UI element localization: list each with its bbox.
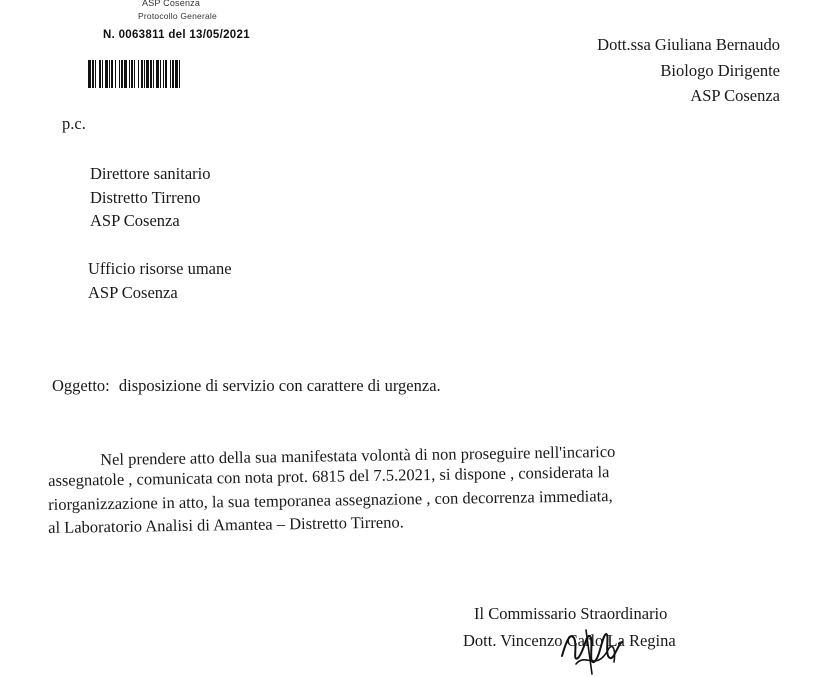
recipient-2-line-1: Ufficio risorse umane <box>88 259 232 278</box>
stamp-protocol-number: N. 0063811 del 13/05/2021 <box>103 29 250 41</box>
sender-name: Dott.ssa Giuliana Bernaudo <box>597 35 780 54</box>
subject-label: Oggetto: <box>52 376 110 395</box>
barcode-gap <box>180 60 182 88</box>
stamp-org: ASP Cosenza <box>142 0 201 8</box>
recipient-2-line-2: ASP Cosenza <box>88 283 178 302</box>
stamp-register: Protocollo Generale <box>138 11 217 21</box>
cc-label: p.c. <box>62 114 86 133</box>
sender-role: Biologo Dirigente <box>660 61 780 80</box>
body-line-2: assegnatole , comunicata con nota prot. 6815 del 7.5.2021, si dispone , considerata la <box>48 462 610 490</box>
handwritten-signature-icon <box>556 612 636 676</box>
signature-title: Il Commissario Straordinario <box>474 604 668 623</box>
recipient-1-line-2: Distretto Tirreno <box>90 188 201 207</box>
subject-line <box>52 376 441 396</box>
subject-text: disposizione di servizio con carattere di urgenza. <box>118 376 441 395</box>
signature-name: Dott. Vincenzo Carlo La Regina <box>463 631 676 650</box>
barcode-icon <box>88 60 274 88</box>
body-line-3: riorganizzazione in atto, la sua temporanea assegnazione , con decorrenza immediata, <box>48 486 613 514</box>
body-line-1: Nel prendere atto della sua manifestata volontà di non proseguire nell'incarico <box>100 441 616 469</box>
recipient-1-line-1: Direttore sanitario <box>90 164 211 183</box>
recipient-1-line-3: ASP Cosenza <box>90 211 180 230</box>
sender-org: ASP Cosenza <box>690 86 780 105</box>
body-line-4: al Laboratorio Analisi di Amantea – Distretto Tirreno. <box>48 512 404 537</box>
